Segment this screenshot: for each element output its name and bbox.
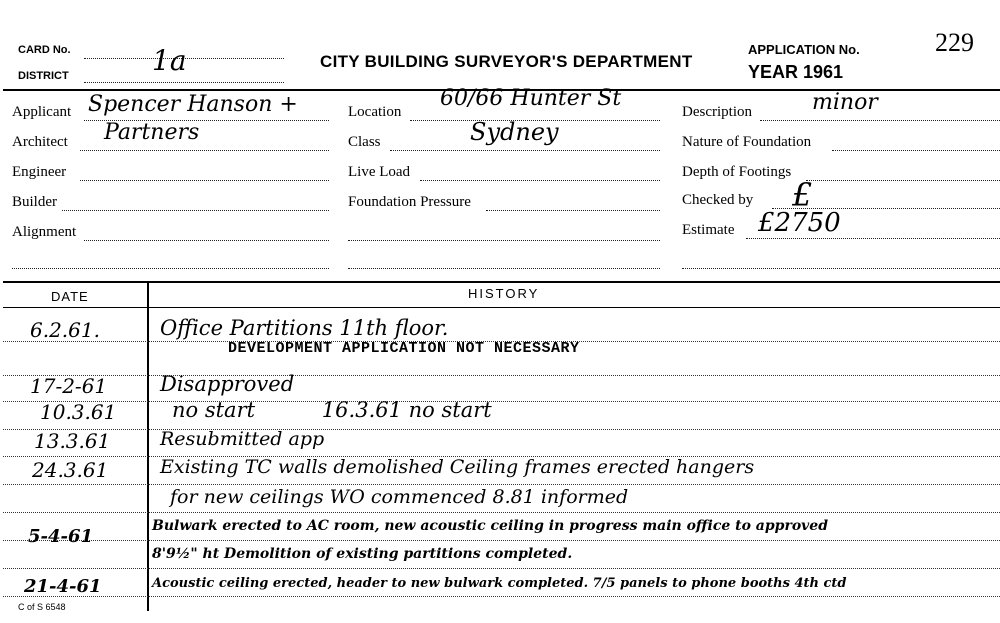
history-header-divider [3,307,1000,308]
estimate-line [746,238,1000,239]
entry-text: Office Partitions 11th floor. [160,316,449,340]
foundation-pressure-line [486,210,660,211]
date-column-header: DATE [51,289,89,304]
ruling-line [3,429,1000,430]
blank-line-1 [12,268,329,269]
ruling-line [3,540,1000,541]
applicant-label: Applicant [12,104,72,120]
entry-text: Acoustic ceiling erected, header to new bulwark completed. 7/5 panels to phone booths 4th ctd [152,576,847,591]
engineer-line [80,180,329,181]
description-label: Description [682,104,752,120]
location-label: Location [348,104,402,120]
entry-date: 17-2-61 [30,374,108,398]
checked-by-value: £ [792,176,813,214]
fields-divider [3,281,1000,283]
nature-of-foundation-line [832,150,1000,151]
entry-date: 10.3.61 [40,400,117,424]
entry-date: 21-4-61 [24,576,102,597]
depth-of-footings-label: Depth of Footings [682,164,792,180]
ruling-line [3,484,1000,485]
class-label: Class [348,134,381,150]
entry-text: Existing TC walls demolished Ceiling frames erected hangers [160,456,755,478]
architect-label: Architect [12,134,68,150]
card-no-value: 1a [152,44,187,77]
ruling-line [3,568,1000,569]
architect-line [80,150,329,151]
location-value: 60/66 Hunter St [440,86,622,111]
ruling-line [3,512,1000,513]
builder-line [62,210,329,211]
district-label: DISTRICT [18,70,69,82]
application-number: 229 [935,28,974,57]
description-line [760,120,1000,121]
class-value: Sydney [470,118,559,146]
ruling-line [3,401,1000,402]
estimate-value: £2750 [758,208,841,238]
entry-date: 6.2.61. [30,318,100,342]
entry-text: 8'9½" ht Demolition of existing partitions completed. [152,546,573,562]
entry-text: Bulwark erected to AC room, new acoustic ceiling in progress main office to approved [152,518,828,534]
entry-date: 13.3.61 [34,429,111,453]
nature-of-foundation-label: Nature of Foundation [682,134,812,150]
alignment-line [84,240,329,241]
blank-line-2 [348,240,660,241]
live-load-label: Live Load [348,164,411,180]
estimate-label: Estimate [682,222,735,238]
form-code: C of S 6548 [18,602,66,612]
architect-value: Partners [104,120,200,145]
application-label: APPLICATION No. [748,42,860,57]
applicant-value: Spencer Hanson + [88,92,298,117]
blank-line-4 [682,268,1000,269]
entry-date: 24.3.61 [32,458,109,482]
department-title: CITY BUILDING SURVEYOR'S DEPARTMENT [320,52,693,71]
district-line [84,82,284,83]
depth-of-footings-line [806,180,1000,181]
development-stamp: DEVELOPMENT APPLICATION NOT NECESSARY [228,340,580,357]
history-column-header: HISTORY [468,286,540,301]
entry-text: for new ceilings WO commenced 8.81 informed [170,486,629,508]
entry-date: 5-4-61 [28,526,94,547]
alignment-label: Alignment [12,224,77,240]
year-label: YEAR 1961 [748,62,844,82]
entry-text: Resubmitted app [160,428,325,450]
blank-line-3 [348,268,660,269]
card-no-label: CARD No. [18,44,71,56]
engineer-label: Engineer [12,164,67,180]
live-load-line [420,180,660,181]
foundation-pressure-label: Foundation Pressure [348,194,471,210]
builder-label: Builder [12,194,57,210]
entry-text: Disapproved [160,372,295,396]
class-line [390,150,660,151]
description-value: minor [812,90,878,115]
date-column-divider [147,281,149,611]
ruling-line [3,375,1000,376]
ruling-line [3,596,1000,597]
entry-text: no start 16.3.61 no start [172,398,492,422]
checked-by-label: Checked by [682,192,754,208]
